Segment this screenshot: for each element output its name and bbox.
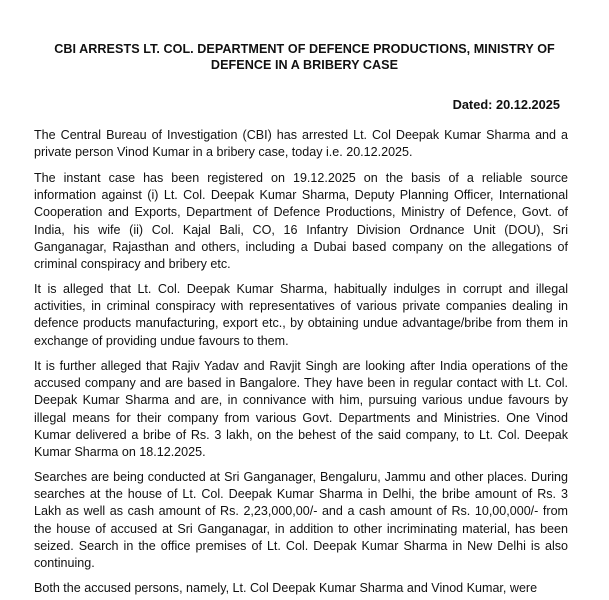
paragraph-accused-persons: Both the accused persons, namely, Lt. Col Deepak Kumar Sharma and Vinod Kumar, were [34, 581, 538, 595]
page-title: CBI ARRESTS LT. COL. DEPARTMENT OF DEFENCE PRODUCTIONS, MINISTRY OF DEFENCE IN A BRIBERY CASE [54, 42, 555, 72]
paragraph-case-registration: The instant case has been registered on 19.12.2025 on the basis of a reliable source information against (i) Lt. Col. Deepak Kumar Sharma, Deputy Planning Officer, International Cooperation and Exports, Department of Defence Productions, Ministry of Defence, Govt. of India, his wife (ii) Col. Kajal Bali, CO, 16 Infantry Division Ordnance Unit (DOU), Sri Ganganagar, Rajasthan and others, including a Dubai based company on the allegations of criminal conspiracy and bribery etc. [34, 171, 568, 272]
paragraph-allegation: It is alleged that Lt. Col. Deepak Kumar Sharma, habitually indulges in corrupt and illegal activities, in criminal conspiracy with representatives of various private companies dealing in defence products manufacturing, export etc., by obtaining undue advantage/bribe from them in exchange of providing undue favours to them. [34, 282, 568, 348]
paragraph-arrest-summary: The Central Bureau of Investigation (CBI) has arrested Lt. Col Deepak Kumar Sharma and a private person Vinod Kumar in a bribery case, today i.e. 20.12.2025. [34, 128, 568, 160]
date-line: Dated: 20.12.2025 [452, 97, 560, 112]
paragraph-further-allegation: It is further alleged that Rajiv Yadav and Ravjit Singh are looking after India operations of the accused company and are based in Bangalore. They have been in regular contact with Lt. Col. Deepak Kumar Sharma and are, in connivance with him, pursuing various undue favours by illegal means for their company from various Govt. Departments and Ministries. One Vinod Kumar delivered a bribe of Rs. 3 lakh, on the behest of the said company, to Lt. Col. Deepak Kumar Sharma on 18.12.2025. [34, 359, 568, 460]
paragraph-searches: Searches are being conducted at Sri Ganganager, Bengaluru, Jammu and other places. During searches at the house of Lt. Col. Deepak Kumar Sharma in Delhi, the bribe amount of Rs. 3 Lakh as well as cash amount of Rs. 2,23,000,00/- and a cash amount of Rs. 10,00,000/- from the house of accused at Sri Ganganagar, in addition to other incriminating material, has been seized. Search in the office premises of Lt. Col. Deepak Kumar Sharma in New Delhi is also continuing. [34, 470, 568, 571]
